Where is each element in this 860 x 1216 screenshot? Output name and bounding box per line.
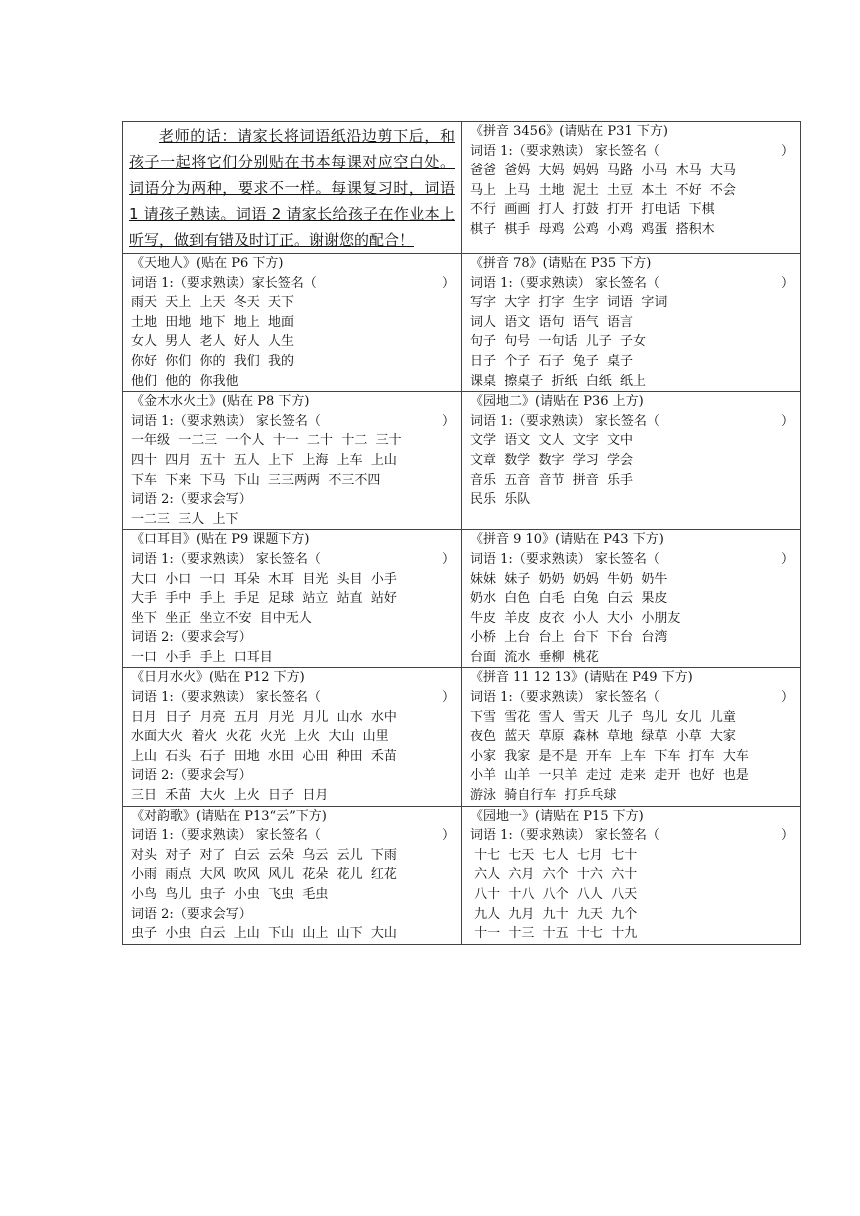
table-row: [123, 530, 801, 668]
cell-pinyin-11-12-13: [462, 668, 801, 806]
word-line: 土地 田地 地下 地上 地面: [131, 314, 295, 330]
word-line: 六人 六月 六个 十六 六十: [470, 867, 638, 883]
signature-close-paren: ）: [441, 551, 455, 567]
word-line: 水面大火 着火 火花 火光 上火 大山 山里: [131, 729, 389, 745]
signature-close-paren: ）: [441, 690, 455, 706]
word-line: 妹妹 妹子 奶奶 奶妈 牛奶 奶牛: [470, 571, 668, 587]
word-line: 日子 个子 石子 兔子 桌子: [470, 353, 634, 369]
lesson-title: 《园地二》(请贴在 P36 上方): [470, 394, 644, 410]
parent-signature-line: [470, 142, 800, 162]
teacher-note-cell: [123, 122, 462, 254]
word-line: 下雪 雪花 雪人 雪天 儿子 鸟儿 女儿 儿童: [470, 709, 736, 725]
word-line: 大手 手中 手上 手足 足球 站立 站直 站好: [131, 591, 397, 607]
signature-close-paren: ）: [441, 413, 455, 429]
word-line: 一年级 一二三 一个人 十一 二十 十二 三十: [131, 433, 402, 449]
word-line: 不行 画画 打人 打鼓 打开 打电话 下棋: [470, 202, 715, 218]
word-line: 下车 下来 下马 下山 三三两两 不三不四: [131, 472, 381, 488]
word-line: 词语 2:（要求会写）: [131, 492, 252, 508]
signature-label: 词语 1:（要求熟读）家长签名（: [131, 275, 317, 291]
lesson-title: 《拼音 11 12 13》(请贴在 P49 下方): [470, 670, 693, 686]
signature-label: 词语 1:（要求熟读） 家长签名（: [470, 275, 660, 291]
word-line: 你好 你们 你的 我们 我的: [131, 353, 295, 369]
lesson-title: 《天地人》(贴在 P6 下方): [131, 256, 284, 271]
cell-pinyin-9-10: [462, 530, 801, 668]
lesson-title: 《口耳目》(贴在 P9 课题下方): [131, 532, 310, 548]
word-line: 词语 2:（要求会写）: [131, 768, 252, 784]
parent-signature-line: [470, 826, 800, 846]
lesson-title: 《日月水火》(贴在 P12 下方): [131, 670, 305, 686]
word-line: 文学 语文 文人 文字 文中: [470, 433, 634, 449]
word-line: 句子 句号 一句话 儿子 子女: [470, 334, 647, 350]
parent-signature-line: [131, 274, 461, 294]
signature-label: 词语 1:（要求熟读） 家长签名（: [470, 551, 660, 567]
signature-label: 词语 1:（要求熟读） 家长签名（: [131, 828, 321, 844]
word-line: 牛皮 羊皮 皮衣 小人 大小 小朋友: [470, 610, 681, 626]
word-line: 民乐 乐队: [470, 492, 531, 508]
word-line: 爸爸 爸妈 大妈 妈妈 马路 小马 木马 大马: [470, 163, 736, 179]
word-line: 词语 2:（要求会写）: [131, 906, 252, 922]
cell-kou-er-mu: [123, 530, 462, 668]
word-line: 词语 2:（要求会写）: [131, 630, 252, 646]
signature-close-paren: ）: [780, 413, 794, 429]
word-line: 八十 十八 八个 八人 八天: [470, 887, 638, 902]
word-line: 他们 他的 你我他: [131, 373, 239, 389]
cell-pinyin-3456: [462, 122, 801, 254]
signature-label: 词语 1:（要求熟读） 家长签名（: [131, 413, 321, 429]
word-line: 夜色 蓝天 草原 森林 草地 绿草 小草 大家: [470, 729, 736, 745]
table-row: [123, 392, 801, 530]
word-line: 十七 七天 七人 七月 七十: [470, 847, 638, 863]
word-line: 大口 小口 一口 耳朵 木耳 目光 头目 小手: [131, 571, 397, 587]
word-line: 小桥 上台 台上 台下 下台 台湾: [470, 630, 668, 646]
parent-signature-line: [131, 550, 461, 570]
parent-signature-line: [470, 688, 800, 708]
parent-signature-line: [131, 826, 461, 846]
lesson-title: 《拼音 3456》(请贴在 P31 下方): [470, 124, 668, 139]
signature-label: 词语 1:（要求熟读） 家长签名（: [470, 690, 660, 706]
word-line: 一二三 三人 上下: [131, 511, 239, 527]
signature-label: 词语 1:（要求熟读） 家长签名（: [131, 551, 321, 567]
word-line: 写字 大字 打字 生字 词语 字词: [470, 295, 668, 311]
word-line: 游泳 骑自行车 打乒乓球: [470, 788, 617, 804]
signature-close-paren: ）: [441, 275, 455, 291]
word-line: 小鸟 鸟儿 虫子 小虫 飞虫 毛虫: [131, 887, 329, 902]
lesson-title: 《拼音 78》(请贴在 P35 下方): [470, 256, 652, 271]
word-line: 四十 四月 五十 五人 上下 上海 上车 上山: [131, 452, 397, 468]
word-line: 三日 禾苗 大火 上火 日子 日月: [131, 788, 329, 804]
signature-close-paren: ）: [780, 143, 794, 159]
parent-signature-line: [131, 688, 461, 708]
word-line: 女人 男人 老人 好人 人生: [131, 334, 295, 350]
cell-dui-yun-ge: [123, 806, 462, 944]
lesson-title: 《拼音 9 10》(请贴在 P43 下方): [470, 532, 664, 548]
lesson-title: 《园地一》(请贴在 P15 下方): [470, 808, 644, 824]
parent-signature-line: [470, 412, 800, 432]
signature-label: 词语 1:（要求熟读） 家长签名（: [131, 690, 321, 706]
teacher-note: 老师的话：请家长将词语纸沿边剪下后，和孩子一起将它们分别贴在书本每课对应空白处。词语分为两种，要求不一样。每课复习时，词语 1 请孩子熟读。词语 2 请家长给孩子在作业本上听写，做到有错及时订正。谢谢您的配合！: [129, 127, 455, 249]
cell-yuandi-1: [462, 806, 801, 944]
word-line: 台面 流水 垂柳 桃花: [470, 649, 599, 665]
cell-yuandi-2: [462, 392, 801, 530]
word-line: 课桌 擦桌子 折纸 白纸 纸上: [470, 373, 647, 389]
signature-label: 词语 1:（要求熟读） 家长签名（: [470, 143, 660, 159]
word-line: 日月 日子 月亮 五月 月光 月儿 山水 水中: [131, 709, 397, 725]
word-line: 对头 对子 对了 白云 云朵 乌云 云儿 下雨: [131, 847, 397, 863]
vocab-sheet: [122, 121, 801, 945]
parent-signature-line: [470, 550, 800, 570]
word-line: 上山 石头 石子 田地 水田 心田 种田 禾苗: [131, 748, 397, 764]
word-line: 一口 小手 手上 口耳目: [131, 649, 273, 665]
parent-signature-line: [131, 412, 461, 432]
table-row: [123, 668, 801, 806]
word-line: 小家 我家 是不是 开车 上车 下车 打车 大车: [470, 748, 749, 764]
signature-close-paren: ）: [780, 275, 794, 291]
table-row: [123, 806, 801, 944]
word-line: 马上 上马 土地 泥土 土豆 本土 不好 不会: [470, 182, 736, 198]
word-line: 小雨 雨点 大风 吹风 风儿 花朵 花儿 红花: [131, 867, 397, 883]
word-line: 坐下 坐正 坐立不安 目中无人: [131, 610, 312, 626]
cell-jin-mu-shui-huo-tu: [123, 392, 462, 530]
signature-close-paren: ）: [441, 828, 455, 844]
parent-signature-line: [470, 274, 800, 294]
signature-close-paren: ）: [780, 551, 794, 567]
signature-label: 词语 1:（要求熟读） 家长签名（: [470, 413, 660, 429]
word-line: 音乐 五音 音节 拼音 乐手: [470, 472, 634, 488]
word-line: 雨天 天上 上天 冬天 天下: [131, 295, 295, 311]
word-line: 虫子 小虫 白云 上山 下山 山上 山下 大山: [131, 926, 397, 942]
word-line: 文章 数学 数字 学习 学会: [470, 452, 634, 468]
cell-tian-di-ren: [123, 254, 462, 392]
signature-close-paren: ）: [780, 690, 794, 706]
lesson-title: 《对韵歌》(请贴在 P13“云”下方): [131, 808, 327, 824]
word-line: 棋子 棋手 母鸡 公鸡 小鸡 鸡蛋 搭积木: [470, 221, 715, 237]
word-line: 小羊 山羊 一只羊 走过 走来 走开 也好 也是: [470, 768, 749, 784]
word-line: 十一 十三 十五 十七 十九: [470, 926, 638, 942]
word-line: 九人 九月 九十 九天 九个: [470, 906, 638, 922]
cell-ri-yue-shui-huo: [123, 668, 462, 806]
signature-label: 词语 1:（要求熟读） 家长签名（: [470, 828, 660, 844]
table-row: [123, 122, 801, 254]
signature-close-paren: ）: [780, 828, 794, 844]
lesson-title: 《金木水火土》(贴在 P8 下方): [131, 394, 310, 410]
table-row: [123, 254, 801, 392]
word-line: 词人 语文 语句 语气 语言: [470, 314, 634, 330]
word-line: 奶水 白色 白毛 白兔 白云 果皮: [470, 591, 668, 607]
cell-pinyin-78: [462, 254, 801, 392]
